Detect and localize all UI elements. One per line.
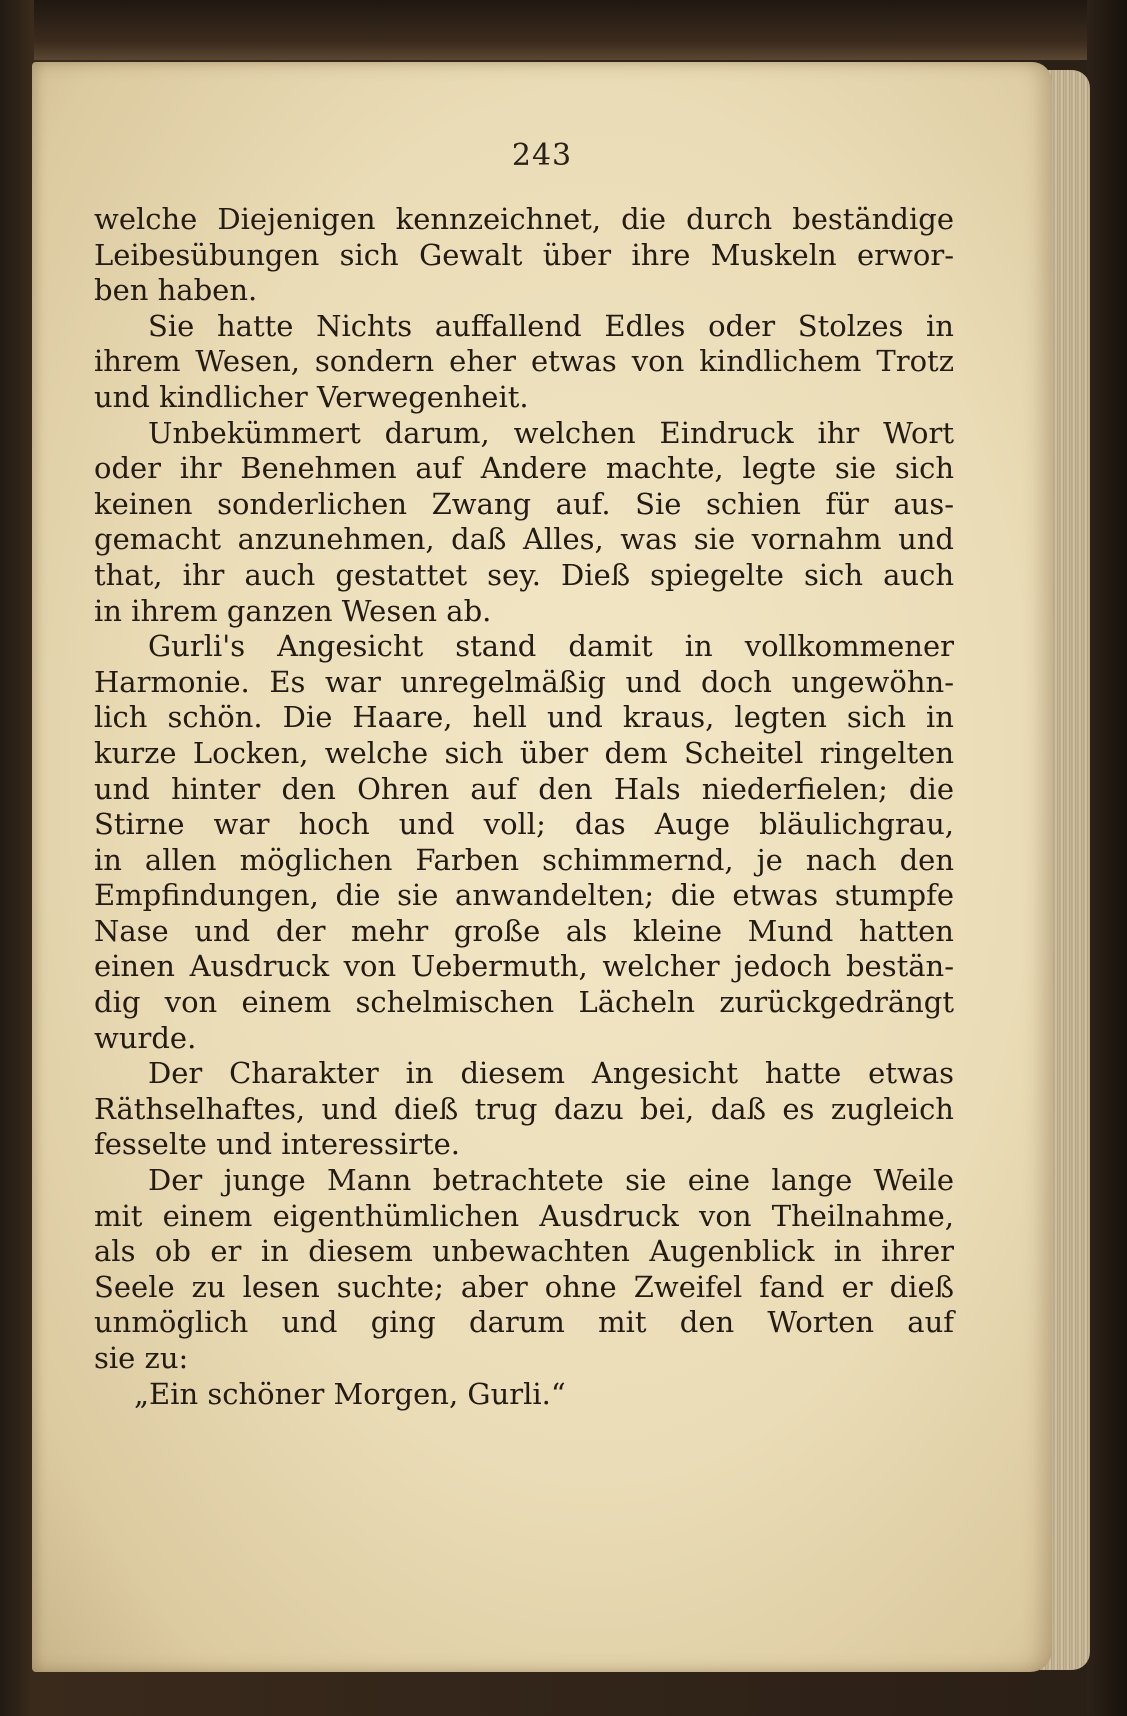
text-line: Nase und der mehr große als kleine Mund hatten [94, 913, 954, 948]
book-binding-left [0, 0, 34, 1716]
text-line: ihrem Wesen, sondern eher etwas von kindlichem Trotz [94, 344, 954, 379]
text-line: oder ihr Benehmen auf Andere machte, legte sie sich [94, 451, 954, 486]
text-line: Seele zu lesen suchte; aber ohne Zweifel fand er dieß [94, 1269, 954, 1304]
page-number: 243 [511, 138, 573, 173]
book-page [32, 62, 1052, 1672]
text-line: ben haben. [94, 273, 258, 308]
text-line: Empfindungen, die sie anwandelten; die etwas stumpfe [94, 878, 954, 913]
text-line: gemacht anzunehmen, daß Alles, was sie vornahm und [94, 522, 954, 557]
text-line: und hinter den Ohren auf den Hals niederfielen; die [94, 771, 954, 806]
text-line: Stirne war hoch und voll; das Auge bläulichgrau, [94, 807, 954, 842]
book-cover-right-edge [1087, 0, 1127, 1716]
text-line: in allen möglichen Farben schimmernd, je nach den [94, 842, 954, 877]
text-line: dig von einem schelmischen Lächeln zurückgedrängt [94, 985, 954, 1020]
text-line: welche Diejenigen kennzeichnet, die durch beständige [94, 202, 954, 236]
text-line: Der Charakter in diesem Angesicht hatte etwas [148, 1056, 954, 1091]
text-line: wurde. [94, 1020, 197, 1055]
text-line: Unbekümmert darum, welchen Eindruck ihr Wort [148, 415, 954, 450]
text-line: Räthselhaftes, und dieß trug dazu bei, daß es zugleich [94, 1091, 954, 1126]
text-line: Harmonie. Es war unregelmäßig und doch ungewöhn- [94, 664, 954, 699]
text-line: Gurli's Angesicht stand damit in vollkommener [148, 629, 954, 664]
text-line: einen Ausdruck von Uebermuth, welcher jedoch bestän- [94, 949, 954, 984]
book-cover-top-edge [0, 0, 1127, 60]
text-line: fesselte und interessirte. [94, 1127, 460, 1162]
text-line: Sie hatte Nichts auffallend Edles oder Stolzes in [148, 308, 954, 343]
text-line: that, ihr auch gestattet sey. Dieß spiegelte sich auch [94, 557, 954, 592]
text-line: sie zu: [94, 1341, 189, 1375]
text-line: „Ein schöner Morgen, Gurli.“ [134, 1376, 566, 1411]
text-line: Leibesübungen sich Gewalt über ihre Muskeln erwor- [94, 237, 954, 272]
text-line: in ihrem ganzen Wesen ab. [94, 593, 492, 628]
text-line: als ob er in diesem unbewachten Augenblick in ihrer [94, 1234, 954, 1269]
text-line: lich schön. Die Haare, hell und kraus, legten sich in [94, 700, 954, 735]
text-line: kurze Locken, welche sich über dem Scheitel ringelten [94, 735, 954, 770]
text-line: mit einem eigenthümlichen Ausdruck von Theilnahme, [94, 1198, 954, 1233]
text-line: und kindlicher Verwegenheit. [94, 379, 529, 414]
text-line: Der junge Mann betrachtete sie eine lange Weile [148, 1163, 954, 1198]
text-line: keinen sonderlichen Zwang auf. Sie schien für aus- [94, 486, 954, 521]
text-line: unmöglich und ging darum mit den Worten auf [94, 1305, 954, 1340]
page-text [94, 202, 954, 1412]
